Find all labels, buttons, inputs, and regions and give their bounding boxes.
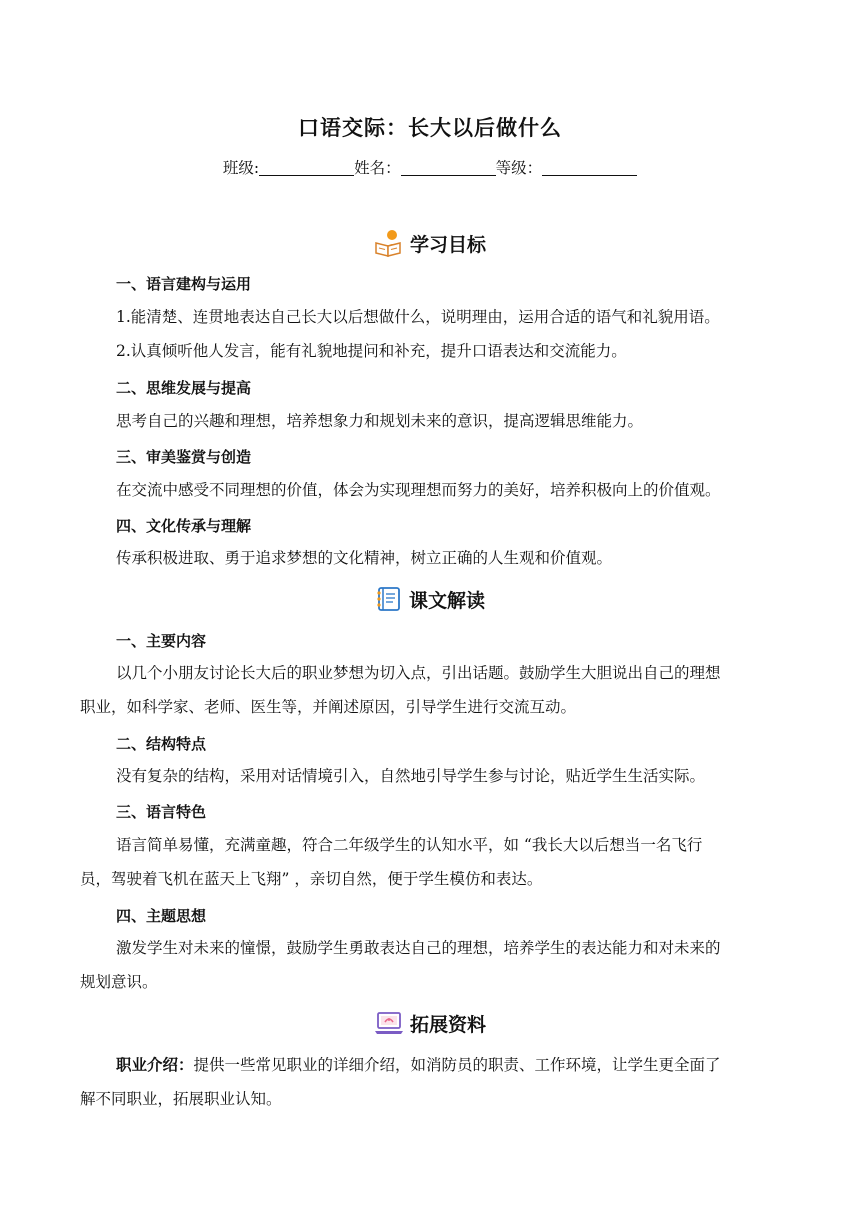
- goals-heading-label: 学习目标: [409, 233, 486, 256]
- class-blank: [259, 159, 354, 176]
- goals-s4-p1: 传承积极进取、勇于追求梦想的文化精神，树立正确的人生观和价值观。: [116, 549, 613, 567]
- reading-s2-p1: 没有复杂的结构，采用对话情境引入，自然地引导学生参与讨论，贴近学生生活实际。: [116, 767, 706, 785]
- reading-s4-l1: 激发学生对未来的憧憬，鼓励学生勇敢表达自己的理想，培养学生的表达能力和对未来的: [116, 939, 721, 957]
- goals-s3-title: 三、审美鉴赏与创造: [116, 448, 252, 466]
- document-title: 口语交际：长大以后做什么: [298, 116, 562, 140]
- goals-s2-title: 二、思维发展与提高: [116, 379, 252, 397]
- grade-blank: [542, 159, 637, 176]
- extension-heading: [0, 1008, 860, 1038]
- extension-l1-text: 提供一些常见职业的详细介绍，如消防员的职责、工作环境，让学生更全面了: [193, 1056, 721, 1074]
- goals-s2-p1: 思考自己的兴趣和理想，培养想象力和规划未来的意识，提高逻辑思维能力。: [116, 412, 644, 430]
- reading-person-icon: [374, 229, 404, 257]
- goals-s1-p2: 2.认真倾听他人发言，能有礼貌地提问和补充，提升口语表达和交流能力。: [116, 342, 627, 360]
- goals-s4-title: 四、文化传承与理解: [116, 517, 252, 535]
- extension-heading-label: 拓展资料: [409, 1013, 486, 1036]
- name-blank: [401, 159, 496, 176]
- reading-s1-title: 一、主要内容: [116, 632, 207, 650]
- reading-s2-title: 二、结构特点: [116, 735, 207, 753]
- goals-s1-title: 一、语言建构与运用: [116, 275, 252, 293]
- reading-s3-l1: 语言简单易懂，充满童趣，符合二年级学生的认知水平，如 “我长大以后想当一名飞行: [116, 836, 703, 854]
- laptop-icon: [374, 1010, 404, 1036]
- extension-l1: [116, 1054, 788, 1076]
- goals-s1-p1: 1.能清楚、连贯地表达自己长大以后想做什么，说明理由，运用合适的语气和礼貌用语。: [116, 308, 720, 326]
- reading-s1-l2: 职业，如科学家、老师、医生等，并阐述原因，引导学生进行交流互动。: [80, 698, 577, 716]
- reading-s4-title: 四、主题思想: [116, 907, 207, 925]
- extension-l2: 解不同职业，拓展职业认知。: [80, 1090, 282, 1108]
- reading-s1-l1: 以几个小朋友讨论长大后的职业梦想为切入点，引出话题。鼓励学生大胆说出自己的理想: [116, 664, 721, 682]
- class-label: 班级:: [222, 159, 260, 177]
- name-label: 姓名：: [354, 159, 401, 177]
- notebook-icon: [375, 586, 403, 612]
- reading-s3-title: 三、语言特色: [116, 803, 207, 821]
- extension-lead: 职业介绍：: [116, 1056, 194, 1074]
- reading-heading-label: 课文解读: [408, 589, 485, 612]
- grade-label: 等级：: [495, 159, 543, 177]
- reading-s3-l2: 员，驾驶着飞机在蓝天上飞翔” ，亲切自然，便于学生模仿和表达。: [80, 870, 543, 888]
- goals-s3-p1: 在交流中感受不同理想的价值，体会为实现理想而努力的美好，培养积极向上的价值观。: [116, 481, 721, 499]
- reading-s4-l2: 规划意识。: [80, 973, 158, 991]
- student-info-line: [0, 156, 860, 178]
- reading-heading: [0, 584, 860, 614]
- goals-heading: [0, 228, 860, 258]
